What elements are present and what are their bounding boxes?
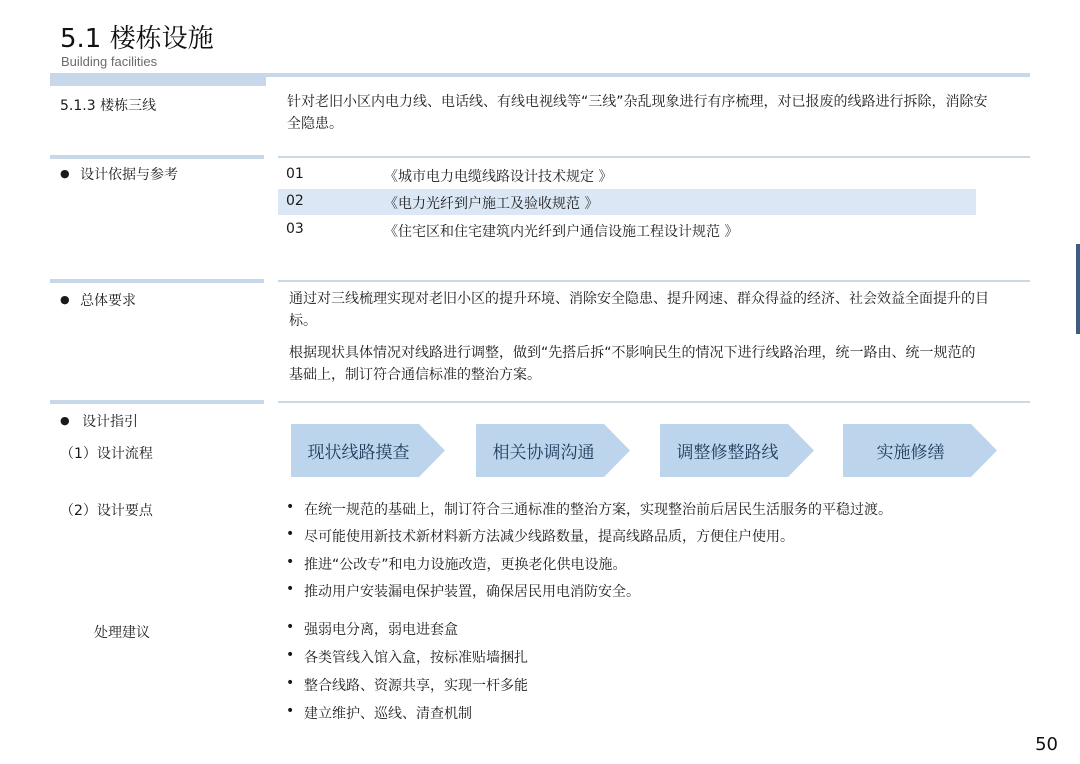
section-divider-left: [50, 155, 264, 159]
bullet-dot-icon: •: [286, 675, 295, 691]
points-label: （2）设计要点: [60, 503, 153, 519]
reference-row: [278, 162, 976, 188]
bullet-icon: ●: [60, 167, 70, 180]
reference-number: 02: [286, 193, 304, 209]
bullet-dot-icon: •: [286, 647, 295, 663]
section-513-text: 针对老旧小区内电力线、电话线、有线电视线等“三线”杂乱现象进行有序梳理，对已报废的线路进行拆除，消除安全隐患。: [287, 94, 988, 132]
flow-step: [476, 424, 630, 477]
overall-label: 总体要求: [80, 293, 137, 309]
bullet-dot-icon: •: [286, 499, 295, 515]
flow-step: [291, 424, 445, 477]
bullet-dot-icon: •: [286, 554, 295, 570]
handling-label: 处理建议: [94, 625, 150, 641]
flow-step-label: 相关协调沟通: [492, 443, 595, 463]
page-number: 50: [1035, 734, 1058, 755]
flow-step-label: 现状线路摸查: [307, 443, 410, 463]
section-divider-right: [278, 401, 1030, 403]
section-divider-right: [278, 280, 1030, 282]
flow-label: （1）设计流程: [60, 446, 153, 462]
overall-paragraph-2: 根据现状具体情况对线路进行调整，做到“先搭后拆“不影响民生的情况下进行线路治理，统一路由、统一规范的基础上，制订符合通信标准的整治方案。: [289, 345, 976, 383]
flow-step-label: 实施修缮: [876, 443, 945, 463]
bullet-dot-icon: •: [286, 619, 295, 635]
reference-title: 《住宅区和住宅建筑内光纤到户通信设施工程设计规范 》: [384, 224, 739, 240]
basis-label: 设计依据与参考: [80, 167, 179, 183]
section-513-label: 5.1.3 楼栋三线: [60, 98, 157, 114]
basis-heading: [60, 164, 178, 184]
flow-step: [843, 424, 997, 477]
header-rule-accent: [50, 77, 266, 86]
bullet-dot-icon: •: [286, 703, 295, 719]
section-divider-left: [50, 400, 264, 404]
page-title: 5.1 楼栋设施: [60, 24, 214, 54]
bullet-icon: ●: [60, 293, 70, 306]
bullet-dot-icon: •: [286, 526, 295, 542]
section-divider-right: [278, 156, 1030, 158]
bullet-dot-icon: •: [286, 581, 295, 597]
handling-list: • 强弱电分离，弱电进套盒 • 各类管线入馆入盒，按标准贴墙捆扎 • 整合线路、资源共享，实现一杆多能 • 建立维护、巡线、清查机制: [286, 619, 528, 722]
side-edge-marker: [1076, 244, 1080, 334]
reference-number: 01: [286, 166, 304, 182]
page-subtitle: Building facilities: [61, 54, 158, 69]
reference-title: 《城市电力电缆线路设计技术规定 》: [384, 169, 613, 185]
bullet-icon: ●: [60, 414, 70, 427]
points-list: • 在统一规范的基础上，制订符合三通标准的整治方案，实现整治前后居民生活服务的平稳过渡。 • 尽可能使用新技术新材料新方法减少线路数量，提高线路品质，方便住户使用。 • 推进“公改专”和电力设施改造，更换老化供电设施。 • 推动用户安装漏电保护装置，确保居民用电消防安全。: [286, 499, 892, 600]
reference-title: 《电力光纤到户施工及验收规范 》: [384, 196, 599, 212]
reference-number: 03: [286, 221, 304, 237]
overall-paragraph-1: 通过对三线梳理实现对老旧小区的提升环境、消除安全隐患、提升网速、群众得益的经济、社会效益全面提升的目标。: [289, 291, 989, 329]
flow-step-label: 调整修整路线: [676, 443, 779, 463]
section-divider-left: [50, 279, 264, 283]
reference-row: [278, 217, 976, 243]
reference-row-highlighted: [278, 189, 976, 215]
flow-step: [660, 424, 814, 477]
guide-label: 设计指引: [82, 414, 139, 430]
guide-heading: [60, 411, 138, 431]
overall-heading: [60, 290, 136, 310]
